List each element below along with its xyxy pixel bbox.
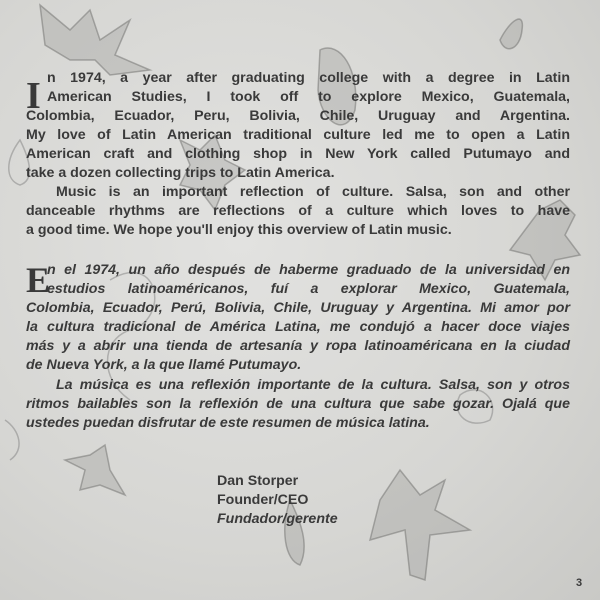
text-line: más y a abrir una tienda de artesanía y ropa latinoaméricana en la ciudad: [26, 338, 570, 354]
signature-title-en: Founder/CEO: [217, 492, 309, 508]
text-line: Colombia, Ecuador, Peru, Bolivia, Chile, Uruguay and Argentina.: [26, 108, 570, 124]
text-line: La música es una reflexión importante de la cultura. Salsa, son y otros: [56, 377, 570, 393]
arc-doodle-left: [5, 420, 19, 460]
text-line: take a dozen collecting trips to Latin America.: [26, 165, 335, 181]
palm-doodle-bottom-right: [370, 470, 470, 580]
spanish-dropcap: E: [26, 260, 51, 300]
text-line: Colombia, Ecuador, Perú, Bolivia, Chile, Uruguay y Argentina. Mi amor por: [26, 300, 570, 316]
signature-title-es: Fundador/gerente: [217, 511, 338, 527]
text-line: ritmos bailables son la reflexión de una cultura que sabe gozar. Ojalá que: [26, 396, 570, 412]
english-dropcap: I: [26, 75, 41, 117]
text-line: danceable rhythms are reflections of a culture which loves to have: [26, 203, 570, 219]
text-line: My love of Latin American traditional culture led me to open a Latin: [26, 127, 570, 143]
text-line: a good time. We hope you'll enjoy this overview of Latin music.: [26, 222, 452, 238]
text-line: n 1974, a year after graduating college with a degree in Latin: [47, 70, 570, 86]
text-line: Music is an important reflection of culture. Salsa, son and other: [56, 184, 570, 200]
text-line: American Studies, I took off to explore Mexico, Guatemala,: [47, 89, 570, 105]
page-number: 3: [576, 577, 583, 589]
text-line: ustedes puedan disfrutar de este resumen de música latina.: [26, 415, 430, 431]
hand-doodle-top-left: [40, 5, 150, 75]
text-line: n el 1974, un año después de haberme graduado de la universidad en: [47, 262, 570, 278]
text-line: de Nueva York, a la que llamé Putumayo.: [26, 357, 302, 373]
leaf-doodle-bottom: [285, 500, 304, 565]
text-line: American craft and clothing shop in New York called Putumayo and: [26, 146, 570, 162]
signature-name: Dan Storper: [217, 473, 299, 489]
text-line: la cultura tradicional de América Latina, me condujó a hacer doce viajes: [26, 319, 570, 335]
star-doodle-bottom-left: [65, 445, 125, 495]
drop-doodle-top-right: [500, 19, 522, 49]
text-line: estudios latinoaméricanos, fuí a explorar Mexico, Guatemala,: [47, 281, 570, 297]
